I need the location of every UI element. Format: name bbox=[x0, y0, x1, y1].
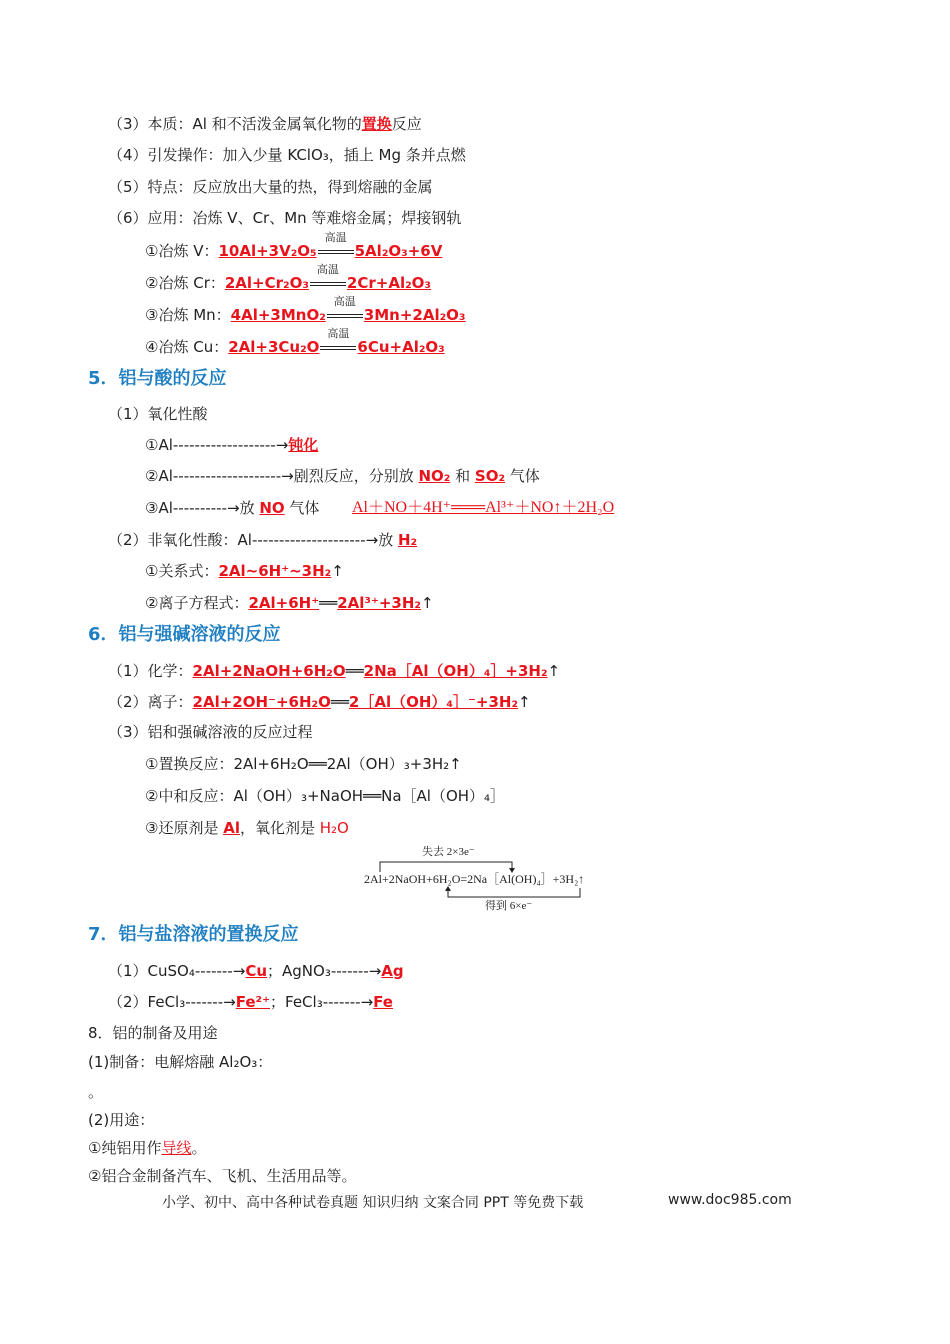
line-ignition: （4）引发操作：加入少量 KClO₃，插上 Mg 条并点燃 bbox=[108, 146, 466, 164]
nitric-equation: Al＋NO＋4H⁺═══Al³⁺＋NO↑＋2H₂O bbox=[352, 499, 615, 516]
acid-line-3: ③Al----------→放 NO 气体 bbox=[145, 499, 320, 517]
condition-high-temp: 高温 bbox=[310, 273, 346, 293]
transfer-equation: 2Al+2NaOH+6H₂O=2Na［Al(OH)₄］+3H₂↑ bbox=[364, 872, 585, 886]
condition-high-temp: 高温 bbox=[320, 337, 356, 357]
acid-line-1: ①Al-------------------→钝化 bbox=[145, 436, 319, 454]
section-title-5: 5．铝与酸的反应 bbox=[88, 368, 227, 389]
preparation-line: (1)制备：电解熔融 Al₂O₃： bbox=[88, 1053, 273, 1071]
section-title-6: 6．铝与强碱溶液的反应 bbox=[88, 624, 281, 645]
use-line-1: ①纯铝用作导线。 bbox=[88, 1139, 207, 1157]
gain-electrons-label: 得到 6×e⁻ bbox=[485, 900, 533, 912]
electron-transfer-diagram bbox=[360, 845, 620, 915]
section-title-7: 7．铝与盐溶液的置换反应 bbox=[88, 924, 299, 945]
condition-high-temp: 高温 bbox=[318, 241, 354, 261]
ion-equation-line: （2）离子：2Al+2OH⁻+6H₂O══2［Al（OH）₄］⁻+3H₂↑ bbox=[108, 693, 531, 711]
uses-heading: (2)用途： bbox=[88, 1111, 155, 1129]
relation-line: ①关系式：2Al~6H⁺~3H₂↑ bbox=[145, 562, 344, 580]
smelt-cu: ④冶炼 Cu：2Al+3Cu₂O 高温 6Cu+Al₂O₃ bbox=[145, 327, 445, 356]
oxidizing-acid-heading: （1）氧化性酸 bbox=[108, 405, 208, 423]
process-step-2: ②中和反应：Al（OH）₃+NaOH══Na［Al（OH）₄］ bbox=[145, 787, 506, 805]
non-oxidizing-acid-line: （2）非氧化性酸：Al---------------------→放 H₂ bbox=[108, 531, 418, 549]
use-line-2: ②铝合金制备汽车、飞机、生活用品等。 bbox=[88, 1167, 357, 1185]
line-feature: （5）特点：反应放出大量的热，得到熔融的金属 bbox=[108, 178, 433, 196]
salt-line-2: （2）FeCl₃-------→Fe²⁺；FeCl₃-------→Fe bbox=[108, 993, 393, 1011]
line-application: （6）应用：冶炼 V、Cr、Mn 等难熔金属；焊接钢轨 bbox=[108, 209, 462, 227]
lose-electrons-label: 失去 2×3e⁻ bbox=[422, 846, 475, 858]
smelt-mn: ③冶炼 Mn：4Al+3MnO₂ 高温 3Mn+2Al₂O₃ bbox=[145, 295, 466, 324]
section-title-8: 8．铝的制备及用途 bbox=[88, 1024, 218, 1042]
salt-line-1: （1）CuSO₄-------→Cu；AgNO₃-------→Ag bbox=[108, 962, 404, 980]
process-step-3: ③还原剂是 Al，氧化剂是 H₂O bbox=[145, 819, 349, 837]
ionic-equation-line: ②离子方程式：2Al+6H⁺══2Al³⁺+3H₂↑ bbox=[145, 594, 434, 612]
smelt-v: ①冶炼 V：10Al+3V₂O₅ 高温 5Al₂O₃+6V bbox=[145, 231, 443, 260]
smelt-cr: ②冶炼 Cr：2Al+Cr₂O₃ 高温 2Cr+Al₂O₃ bbox=[145, 263, 431, 292]
chem-equation-line: （1）化学：2Al+2NaOH+6H₂O══2Na［Al（OH）₄］+3H₂↑ bbox=[108, 662, 561, 680]
line-essence: （3）本质：Al 和不活泼金属氧化物的置换反应 bbox=[108, 115, 422, 133]
process-heading: （3）铝和强碱溶液的反应过程 bbox=[108, 723, 313, 741]
answer-displacement: 置换 bbox=[361, 115, 392, 133]
footer-link[interactable]: www.doc985.com bbox=[668, 1192, 792, 1208]
preparation-end: 。 bbox=[88, 1083, 104, 1101]
condition-high-temp: 高温 bbox=[327, 305, 363, 325]
process-step-1: ①置换反应：2Al+6H₂O══2Al（OH）₃+3H₂↑ bbox=[145, 755, 462, 773]
footer-text: 小学、初中、高中各种试卷真题 知识归纳 文案合同 PPT 等免费下载 bbox=[162, 1195, 584, 1211]
acid-line-2: ②Al--------------------→剧烈反应，分别放 NO₂ 和 SO₂ 气体 bbox=[145, 467, 540, 485]
